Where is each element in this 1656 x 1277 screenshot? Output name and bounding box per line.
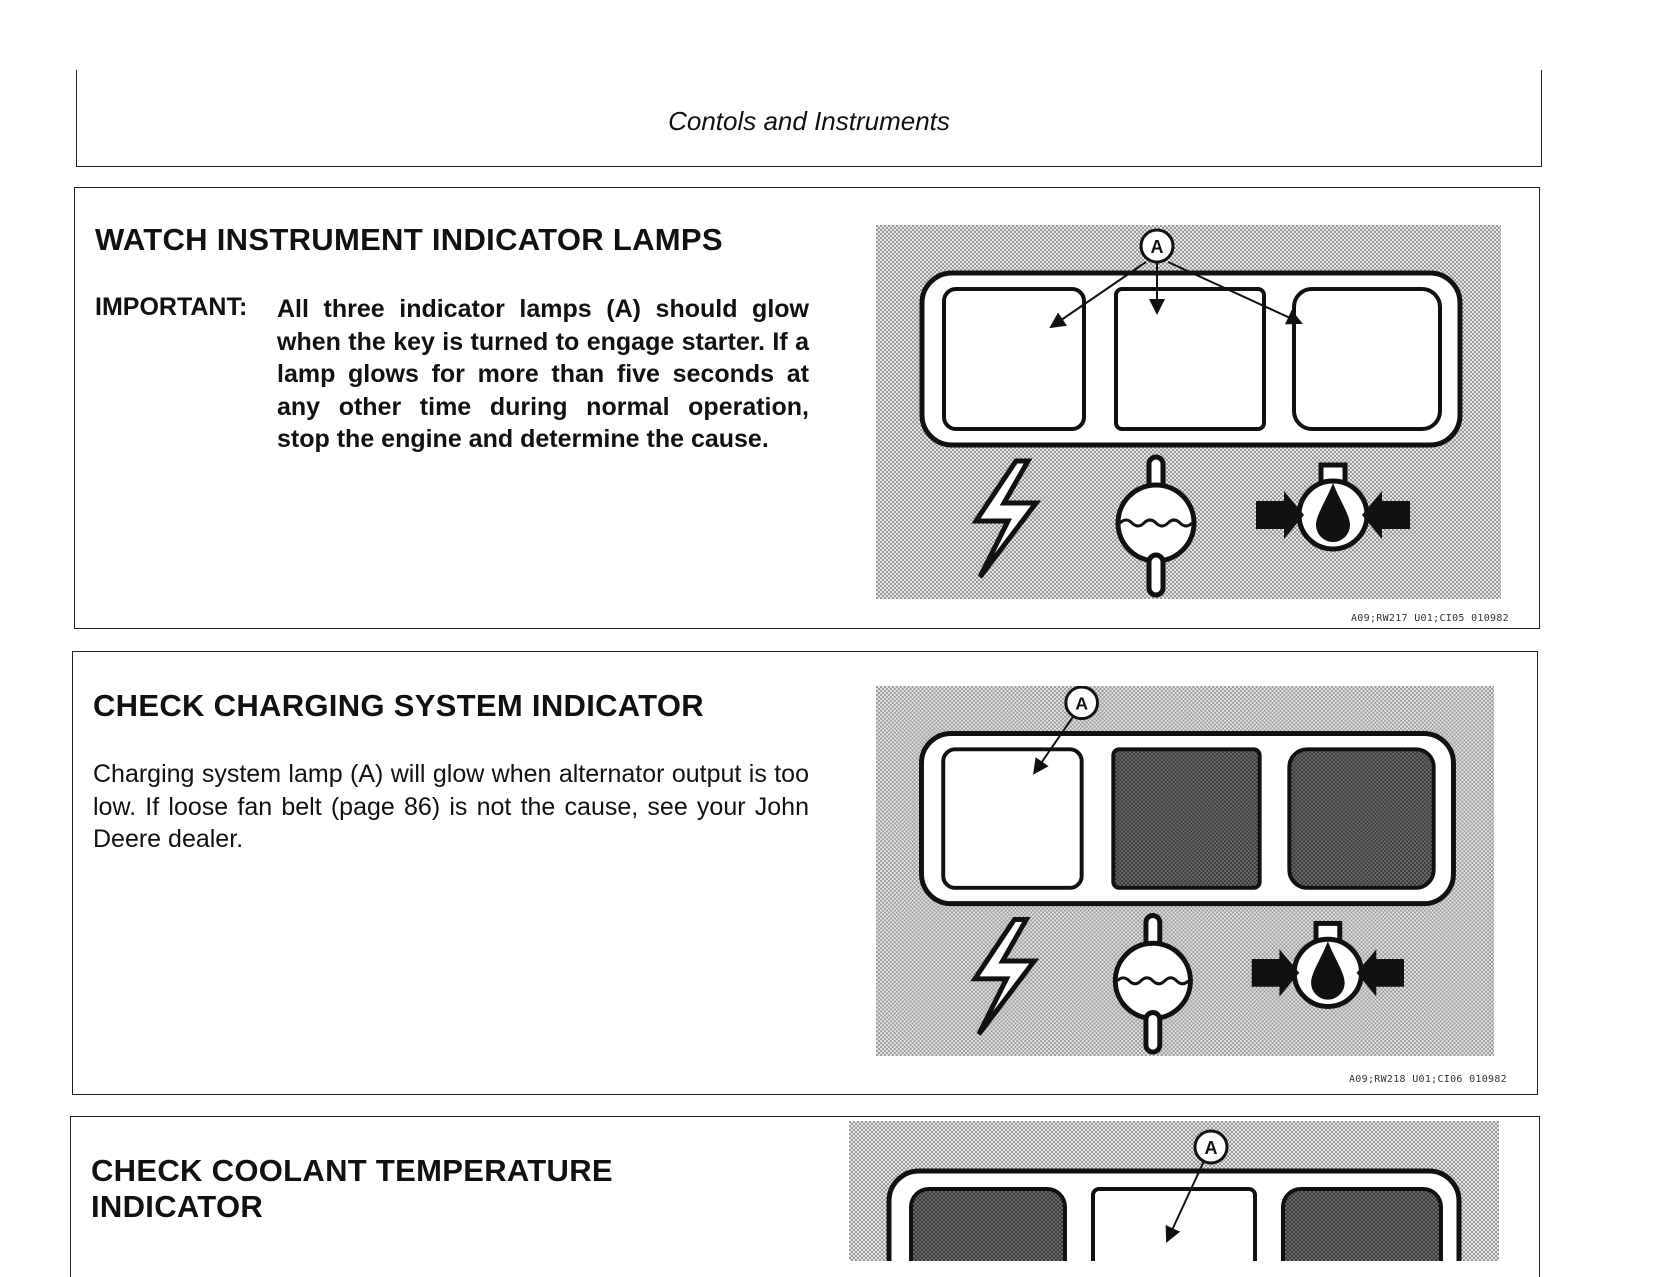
section-charging-system-indicator — [72, 651, 1538, 1095]
callout-a-label: A — [1150, 237, 1164, 257]
lamp-center — [1116, 289, 1264, 429]
indicator-panel-figure — [849, 1121, 1499, 1261]
section-body: Charging system lamp (A) will glow when alternator output is too low. If loose fan belt (page 86) is not the cause, see your John Deere dealer. — [93, 760, 809, 853]
important-text: All three indicator lamps (A) should glow when the key is turned to engage starter. If a lamp glows for more than five seconds at any other time during normal operation, stop the engine and determine the cause. — [277, 295, 809, 453]
lamp-center — [1113, 749, 1259, 888]
section-heading-line-1: CHECK COOLANT TEMPERATURE — [91, 1153, 613, 1188]
section-coolant-temperature-indicator — [70, 1116, 1540, 1277]
important-label: IMPORTANT: — [95, 293, 248, 321]
figure-caption: A09;RW217 U01;CI05 010982 — [1350, 613, 1509, 624]
indicator-panel-figure — [876, 686, 1494, 1056]
lamp-left — [944, 289, 1084, 429]
callout-a-label: A — [1204, 1138, 1218, 1158]
section-heading: WATCH INSTRUMENT INDICATOR LAMPS — [95, 222, 723, 257]
section-watch-indicator-lamps — [74, 187, 1540, 629]
lamp-left — [911, 1189, 1065, 1261]
section-heading: CHECK CHARGING SYSTEM INDICATOR — [93, 688, 704, 723]
indicator-panel-figure — [876, 225, 1501, 599]
page-header-title: Contols and Instruments — [668, 106, 950, 136]
lamp-left — [943, 749, 1081, 888]
lamp-right — [1283, 1189, 1441, 1261]
section-heading-line-2: INDICATOR — [91, 1189, 264, 1224]
callout-a-label: A — [1075, 693, 1089, 714]
figure-caption: A09;RW218 U01;CI06 010982 — [1348, 1074, 1507, 1085]
page-header — [76, 70, 1542, 167]
lamp-right — [1294, 289, 1440, 429]
lamp-right — [1289, 749, 1433, 888]
